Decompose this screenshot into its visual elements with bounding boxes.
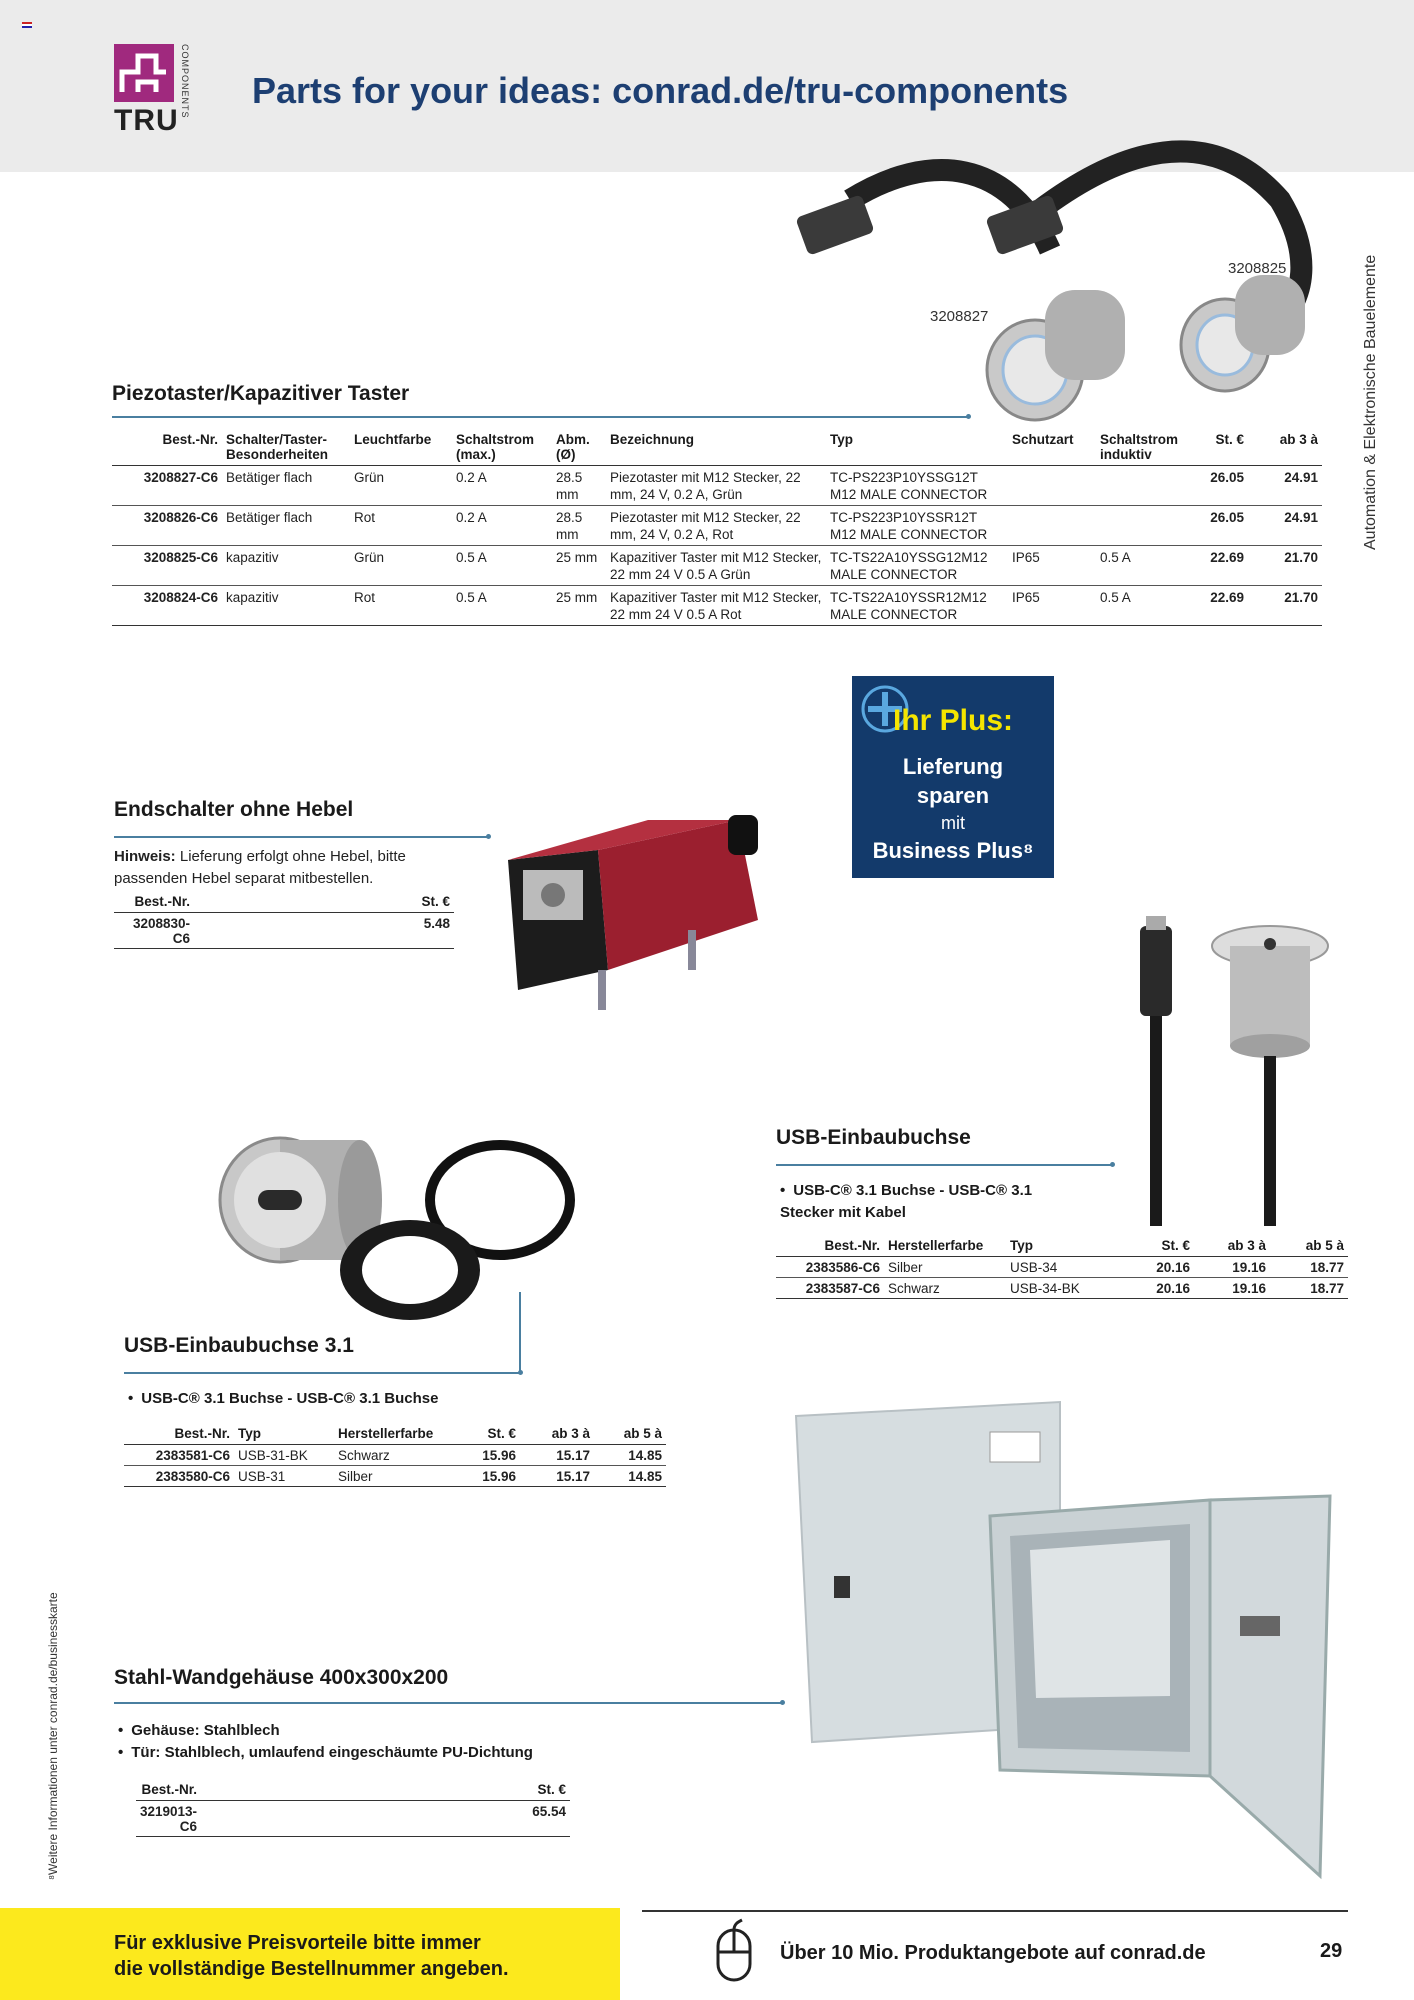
piezo-table <box>112 430 1322 626</box>
feature-item: • Gehäuse: Stahlblech <box>118 1720 638 1742</box>
table-header-row <box>124 1424 666 1445</box>
price: 15.17 <box>520 1466 594 1487</box>
col-header: Abm. (Ø) <box>552 430 606 466</box>
limit-switch-image <box>488 800 788 1030</box>
col-header: Best.-Nr. <box>112 430 222 466</box>
price: 14.85 <box>594 1445 666 1466</box>
promo-line: mit <box>941 813 965 833</box>
col-header: Bezeichnung <box>606 430 826 466</box>
logo-subtext: COMPONENTS <box>180 44 190 119</box>
cell: Piezotaster mit M12 Stecker, 22 mm, 24 V, 0.2 A, Rot <box>606 506 826 546</box>
table-row <box>112 506 1322 546</box>
usb-einbau31-table <box>124 1424 666 1487</box>
promo-line: sparen <box>916 783 990 808</box>
cell: TC-PS223P10YSSG12T M12 MALE CONNECTOR <box>826 466 1008 506</box>
cell: Silber <box>884 1257 1006 1278</box>
price: 65.54 <box>201 1801 570 1837</box>
cell: 0.2 A <box>452 506 552 546</box>
col-header: Leuchtfarbe <box>350 430 452 466</box>
cell: TC-TS22A10YSSR12M12 MALE CONNECTOR <box>826 586 1008 626</box>
table-header-row <box>136 1780 570 1801</box>
price: 21.70 <box>1248 546 1322 586</box>
price: 19.16 <box>1194 1257 1270 1278</box>
price: 24.91 <box>1248 506 1322 546</box>
price: 24.91 <box>1248 466 1322 506</box>
feature-item: • USB-C® 3.1 Buchse - USB-C® 3.1 Stecker mit Kabel <box>780 1180 1040 1224</box>
promo-line: Lieferung <box>902 754 1004 779</box>
col-header: Typ <box>234 1424 334 1445</box>
product-label-3208827: 3208827 <box>930 308 989 325</box>
col-header: Schaltstrom (max.) <box>452 430 552 466</box>
cell: Betätiger flach <box>222 466 350 506</box>
cell: Silber <box>334 1466 454 1487</box>
col-header: Schutzart <box>1008 430 1096 466</box>
cell: kapazitiv <box>222 546 350 586</box>
section-title-usb-einbau: USB-Einbaubuchse <box>776 1126 971 1149</box>
price: 14.85 <box>594 1466 666 1487</box>
cell: Schwarz <box>334 1445 454 1466</box>
cell: Kapazitiver Taster mit M12 Stecker, 22 mm 24 V 0.5 A Rot <box>606 586 826 626</box>
table-header-row <box>112 430 1322 466</box>
col-header: ab 5 à <box>594 1424 666 1445</box>
cell: Kapazitiver Taster mit M12 Stecker, 22 mm 24 V 0.5 A Grün <box>606 546 826 586</box>
table-header-row <box>776 1236 1348 1257</box>
cell: USB-34 <box>1006 1257 1124 1278</box>
stahl-table <box>136 1780 570 1837</box>
cell: USB-34-BK <box>1006 1278 1124 1299</box>
promo-line: Business Plus⁸ <box>872 838 1034 863</box>
cell: Grün <box>350 466 452 506</box>
feature-item: • Tür: Stahlblech, umlaufend eingeschäumte PU-Dichtung <box>118 1742 638 1764</box>
col-header: ab 3 à <box>520 1424 594 1445</box>
price: 26.05 <box>1192 506 1248 546</box>
order-number: 3219013-C6 <box>136 1801 201 1837</box>
usb-einbau31-features <box>128 1388 548 1410</box>
price: 22.69 <box>1192 546 1248 586</box>
usb31-socket-image <box>210 1110 580 1330</box>
table-row <box>776 1278 1348 1299</box>
cell: Betätiger flach <box>222 506 350 546</box>
col-header: Best.-Nr. <box>776 1236 884 1257</box>
cell: 28.5 mm <box>552 466 606 506</box>
promo-heading: Ihr Plus: <box>892 704 1013 737</box>
price: 18.77 <box>1270 1278 1348 1299</box>
cell <box>1096 466 1192 506</box>
col-header: Best.-Nr. <box>114 892 194 913</box>
chapter-side-label: Automation & Elektronische Bauelemente <box>1362 254 1379 550</box>
flag-mark <box>22 22 32 28</box>
order-number: 3208824-C6 <box>112 586 222 626</box>
col-header: St. € <box>1192 430 1248 466</box>
business-plus-promo <box>852 676 1054 878</box>
footer-notice <box>0 1908 620 2000</box>
price: 26.05 <box>1192 466 1248 506</box>
col-header: Herstellerfarbe <box>884 1236 1006 1257</box>
footer-rule <box>642 1910 1348 1912</box>
order-number: 2383586-C6 <box>776 1257 884 1278</box>
col-header: Best.-Nr. <box>124 1424 234 1445</box>
page-title: Parts for your ideas: conrad.de/tru-components <box>252 70 1069 111</box>
computer-mouse-icon <box>714 1918 754 1984</box>
col-header: St. € <box>454 1424 520 1445</box>
table-row <box>136 1801 570 1837</box>
note-text: Lieferung erfolgt ohne Hebel, bitte passenden Hebel separat mitbestellen. <box>114 848 406 887</box>
table-row <box>124 1466 666 1487</box>
cell <box>1008 466 1096 506</box>
footer-notice-text <box>114 1930 509 1982</box>
order-number: 2383587-C6 <box>776 1278 884 1299</box>
cell: USB-31 <box>234 1466 334 1487</box>
price: 21.70 <box>1248 586 1322 626</box>
col-header: Best.-Nr. <box>136 1780 201 1801</box>
cell: USB-31-BK <box>234 1445 334 1466</box>
cell: IP65 <box>1008 546 1096 586</box>
table-row <box>114 913 454 949</box>
cell: 25 mm <box>552 586 606 626</box>
price: 19.16 <box>1194 1278 1270 1299</box>
piezo-button-image <box>790 140 1350 440</box>
price: 18.77 <box>1270 1257 1348 1278</box>
col-header: St. € <box>201 1780 570 1801</box>
section-rule-piezo <box>112 416 968 418</box>
cell <box>1096 506 1192 546</box>
col-header: ab 5 à <box>1270 1236 1348 1257</box>
order-number: 3208826-C6 <box>112 506 222 546</box>
price: 5.48 <box>194 913 454 949</box>
section-title-piezo: Piezotaster/Kapazitiver Taster <box>112 382 410 405</box>
endschalter-note <box>114 846 464 890</box>
col-header: Herstellerfarbe <box>334 1424 454 1445</box>
table-row <box>112 466 1322 506</box>
col-header: St. € <box>194 892 454 913</box>
section-rule-stahl <box>114 1702 782 1704</box>
cell: TC-PS223P10YSSR12T M12 MALE CONNECTOR <box>826 506 1008 546</box>
cell: Schwarz <box>884 1278 1006 1299</box>
order-number: 2383581-C6 <box>124 1445 234 1466</box>
col-header: ab 3 à <box>1248 430 1322 466</box>
page-number: 29 <box>1320 1940 1343 1962</box>
table-header-row <box>114 892 454 913</box>
section-title-stahl: Stahl-Wandgehäuse 400x300x200 <box>114 1666 449 1689</box>
section-rule-usb-einbau <box>776 1164 1112 1166</box>
cell: Piezotaster mit M12 Stecker, 22 mm, 24 V, 0.2 A, Grün <box>606 466 826 506</box>
col-header: Schaltstrom induktiv <box>1096 430 1192 466</box>
table-row <box>112 546 1322 586</box>
price: 15.96 <box>454 1445 520 1466</box>
product-label-3208825: 3208825 <box>1228 260 1287 277</box>
cell: 28.5 mm <box>552 506 606 546</box>
price: 20.16 <box>1124 1278 1194 1299</box>
footer-notice-line: Für exklusive Preisvorteile bitte immer <box>114 1932 481 1954</box>
section-title-usb-einbau31: USB-Einbaubuchse 3.1 <box>124 1334 354 1357</box>
usb-socket-cable-image <box>1130 916 1350 1236</box>
cell: 0.5 A <box>452 546 552 586</box>
cell: IP65 <box>1008 586 1096 626</box>
cell: 0.5 A <box>1096 546 1192 586</box>
cell: 0.2 A <box>452 466 552 506</box>
cell: Rot <box>350 506 452 546</box>
cell: TC-TS22A10YSSG12M12 MALE CONNECTOR <box>826 546 1008 586</box>
table-row <box>112 586 1322 626</box>
price: 20.16 <box>1124 1257 1194 1278</box>
footer-tagline: Über 10 Mio. Produktangebote auf conrad.de <box>780 1942 1206 1964</box>
table-row <box>124 1445 666 1466</box>
footer-notice-line: die vollständige Bestellnummer angeben. <box>114 1958 509 1980</box>
order-number: 2383580-C6 <box>124 1466 234 1487</box>
order-number: 3208827-C6 <box>112 466 222 506</box>
price: 15.17 <box>520 1445 594 1466</box>
col-header: Schalter/Taster-Besonderheiten <box>222 430 350 466</box>
cell: kapazitiv <box>222 586 350 626</box>
usb-einbau-table <box>776 1236 1348 1299</box>
section-rule-usb-einbau31 <box>124 1372 520 1374</box>
note-label: Hinweis: <box>114 848 176 865</box>
section-rule-endschalter <box>114 836 488 838</box>
section-title-endschalter: Endschalter ohne Hebel <box>114 798 354 821</box>
section-connector-line <box>519 1292 521 1372</box>
stahl-features <box>118 1720 638 1764</box>
steel-enclosure-image <box>790 1396 1340 1896</box>
price: 15.96 <box>454 1466 520 1487</box>
table-row <box>776 1257 1348 1278</box>
col-header: St. € <box>1124 1236 1194 1257</box>
order-number: 3208825-C6 <box>112 546 222 586</box>
logo-text: TRU <box>114 104 179 137</box>
usb-einbau-features <box>780 1180 1040 1224</box>
price: 22.69 <box>1192 586 1248 626</box>
endschalter-table <box>114 892 454 949</box>
cell: 0.5 A <box>1096 586 1192 626</box>
order-number: 3208830-C6 <box>114 913 194 949</box>
cell: Grün <box>350 546 452 586</box>
col-header: ab 3 à <box>1194 1236 1270 1257</box>
feature-item: • USB-C® 3.1 Buchse - USB-C® 3.1 Buchse <box>128 1388 548 1410</box>
col-header: Typ <box>826 430 1008 466</box>
cell: 0.5 A <box>452 586 552 626</box>
cell: 25 mm <box>552 546 606 586</box>
cell <box>1008 506 1096 546</box>
footnote-side-label: ⁸Weitere Informationen unter conrad.de/businesskarte <box>46 1592 60 1880</box>
col-header: Typ <box>1006 1236 1124 1257</box>
cell: Rot <box>350 586 452 626</box>
